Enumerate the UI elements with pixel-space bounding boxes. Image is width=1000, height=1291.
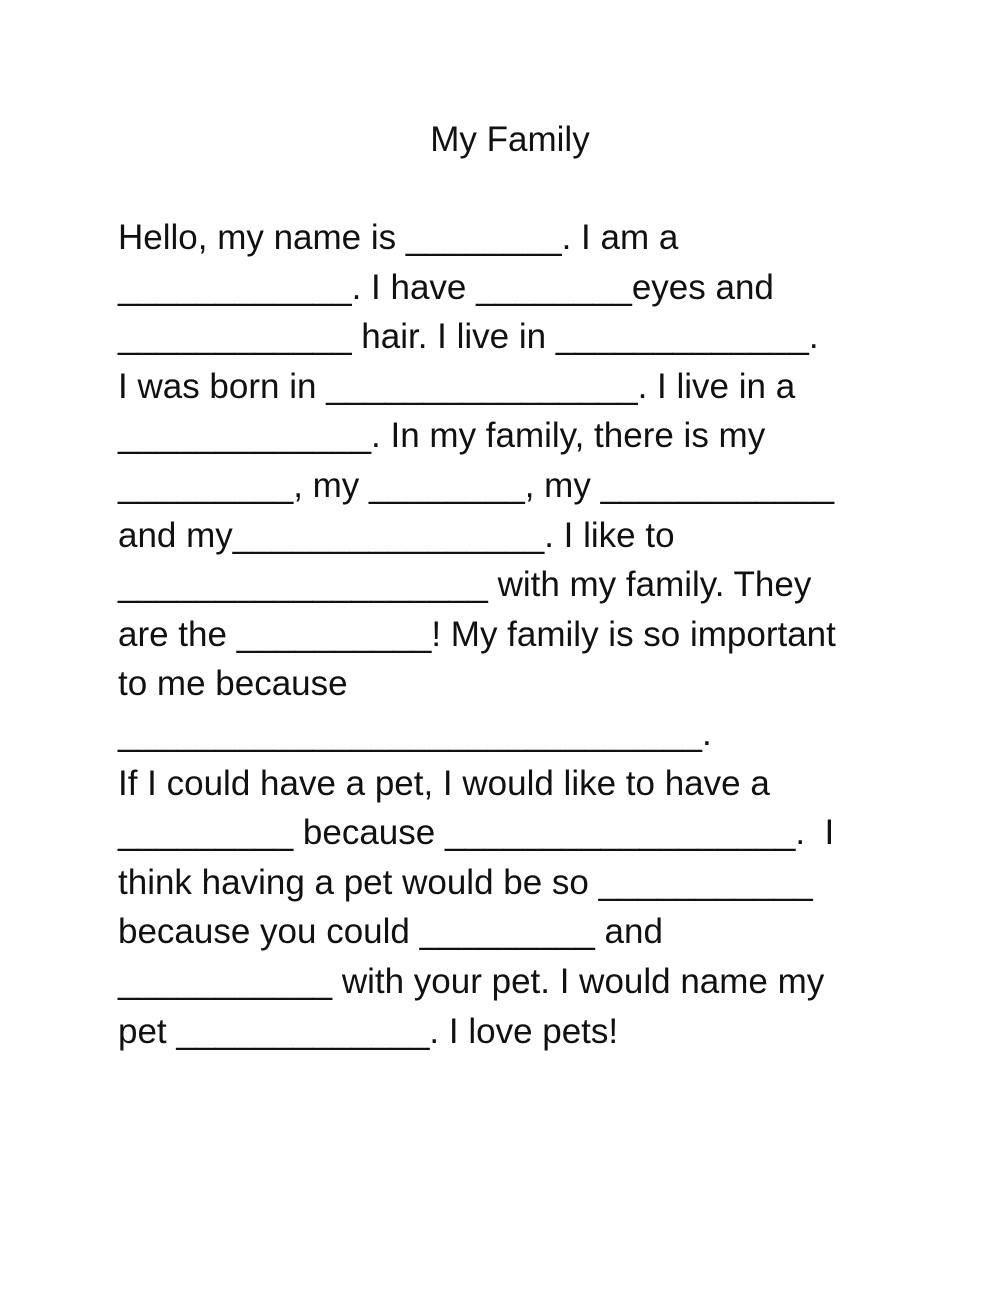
text-line: _____________. In my family, there is my [118,416,766,456]
text-line: I was born in ________________. I live in a [118,366,796,406]
page-title: My Family [430,120,590,159]
text-line: _________, my ________, my ____________ [118,465,835,505]
text-line: If I could have a pet, I would like to have a [118,763,770,803]
text-line: because you could _________ and [118,912,663,952]
text-line: ____________ hair. I live in _____________. [118,317,819,357]
text-line: ______________________________. [118,713,712,753]
text-line: think having a pet would be so ___________ [118,862,813,902]
text-line: pet _____________. I love pets! [118,1011,619,1051]
text-line: ____________. I have ________eyes and [118,267,774,307]
text-line: to me because [118,664,348,704]
text-line: and my________________. I like to [118,515,675,555]
text-line: _________ because __________________. I [118,813,835,853]
text-line: ___________ with your pet. I would name my [118,961,825,1001]
text-line: ___________________ with my family. They [118,565,812,605]
text-line: Hello, my name is ________. I am a [118,218,679,257]
worksheet-body [118,213,978,1056]
text-line: are the __________! My family is so important [118,614,836,654]
